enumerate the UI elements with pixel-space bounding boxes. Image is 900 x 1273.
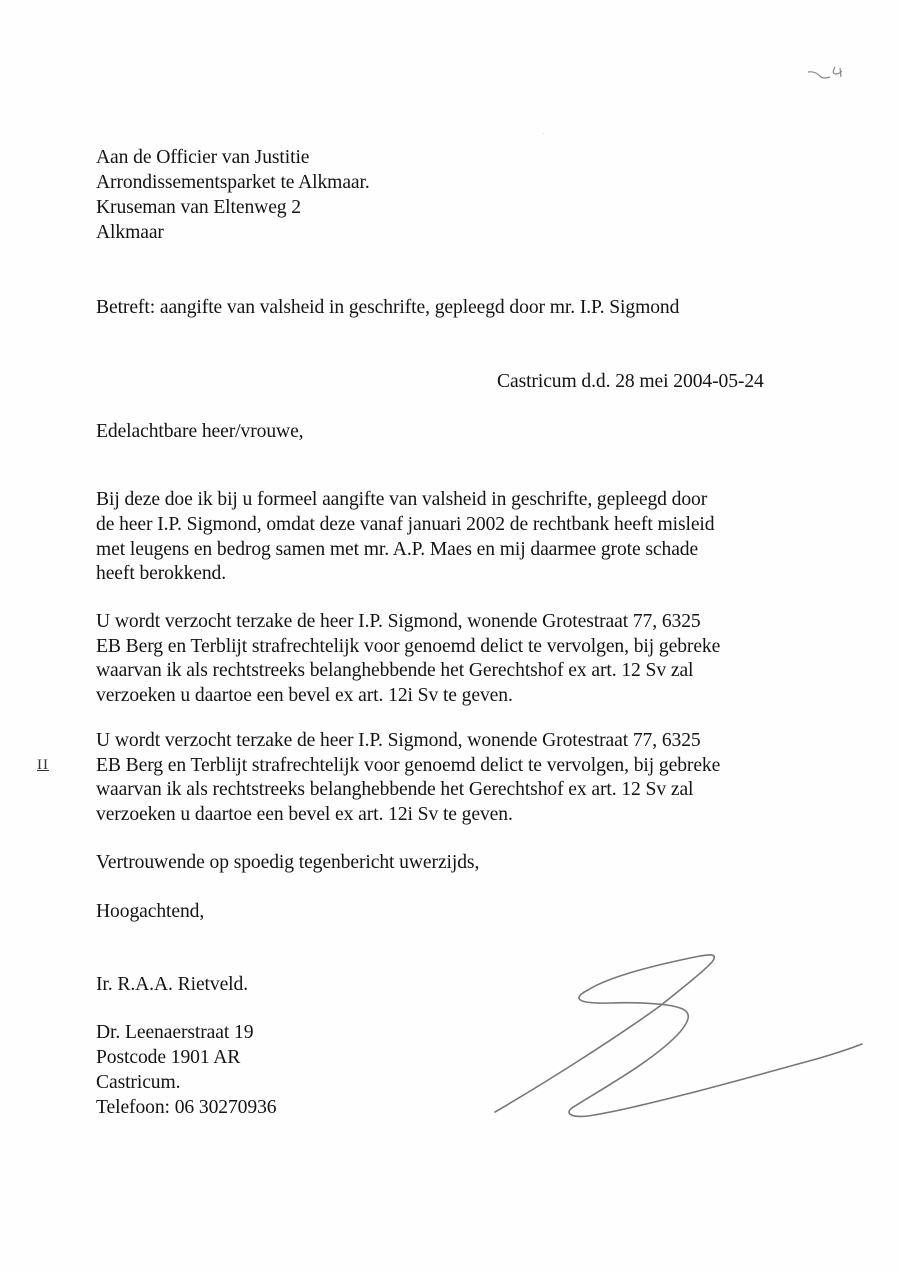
paragraph-line: EB Berg en Terblijt strafrechtelijk voor genoemd delict te vervolgen, bij gebreke bbox=[96, 755, 721, 776]
paragraph-line: verzoeken u daartoe een bevel ex art. 12i Sv te geven. bbox=[96, 685, 513, 706]
margin-mark: II bbox=[37, 757, 49, 773]
addressee-line: Arrondissementsparket te Alkmaar. bbox=[96, 172, 370, 193]
sender-address-line: Dr. Leenaerstraat 19 bbox=[96, 1022, 254, 1043]
sender-address-line: Castricum. bbox=[96, 1072, 181, 1093]
scan-speck bbox=[543, 133, 544, 134]
addressee-line: Alkmaar bbox=[96, 222, 164, 243]
paragraph-line: met leugens en bedrog samen met mr. A.P. Maes en mij daarmee grote schade bbox=[96, 539, 699, 560]
subject-line: Betreft: aangifte van valsheid in geschrifte, gepleegd door mr. I.P. Sigmond bbox=[96, 297, 680, 318]
addressee-line: Kruseman van Eltenweg 2 bbox=[96, 197, 302, 218]
paragraph-line: heeft berokkend. bbox=[96, 563, 227, 584]
sender-name: Ir. R.A.A. Rietveld. bbox=[96, 974, 249, 995]
closing-line: Vertrouwende op spoedig tegenbericht uwerzijds, bbox=[96, 852, 480, 873]
paragraph-line: U wordt verzocht terzake de heer I.P. Sigmond, wonende Grotestraat 77, 6325 bbox=[96, 611, 701, 632]
paragraph-line: waarvan ik als rechtstreeks belanghebbende het Gerechtshof ex art. 12 Sv zal bbox=[96, 660, 694, 681]
handwritten-page-number bbox=[806, 62, 846, 86]
closing: Hoogachtend, bbox=[96, 901, 205, 922]
paragraph-line: verzoeken u daartoe een bevel ex art. 12i Sv te geven. bbox=[96, 804, 513, 825]
paragraph-line: U wordt verzocht terzake de heer I.P. Sigmond, wonende Grotestraat 77, 6325 bbox=[96, 730, 701, 751]
paragraph-line: de heer I.P. Sigmond, omdat deze vanaf januari 2002 de rechtbank heeft misleid bbox=[96, 514, 715, 535]
sender-address-line: Postcode 1901 AR bbox=[96, 1047, 241, 1068]
place-date: Castricum d.d. 28 mei 2004-05-24 bbox=[497, 371, 764, 392]
paragraph-line: waarvan ik als rechtstreeks belanghebbende het Gerechtshof ex art. 12 Sv zal bbox=[96, 779, 694, 800]
sender-address-line: Telefoon: 06 30270936 bbox=[96, 1097, 277, 1118]
paragraph-line: EB Berg en Terblijt strafrechtelijk voor genoemd delict te vervolgen, bij gebreke bbox=[96, 636, 721, 657]
salutation: Edelachtbare heer/vrouwe, bbox=[96, 421, 304, 442]
addressee-line: Aan de Officier van Justitie bbox=[96, 147, 310, 168]
paragraph-line: Bij deze doe ik bij u formeel aangifte van valsheid in geschrifte, gepleegd door bbox=[96, 489, 708, 510]
signature bbox=[480, 940, 880, 1130]
